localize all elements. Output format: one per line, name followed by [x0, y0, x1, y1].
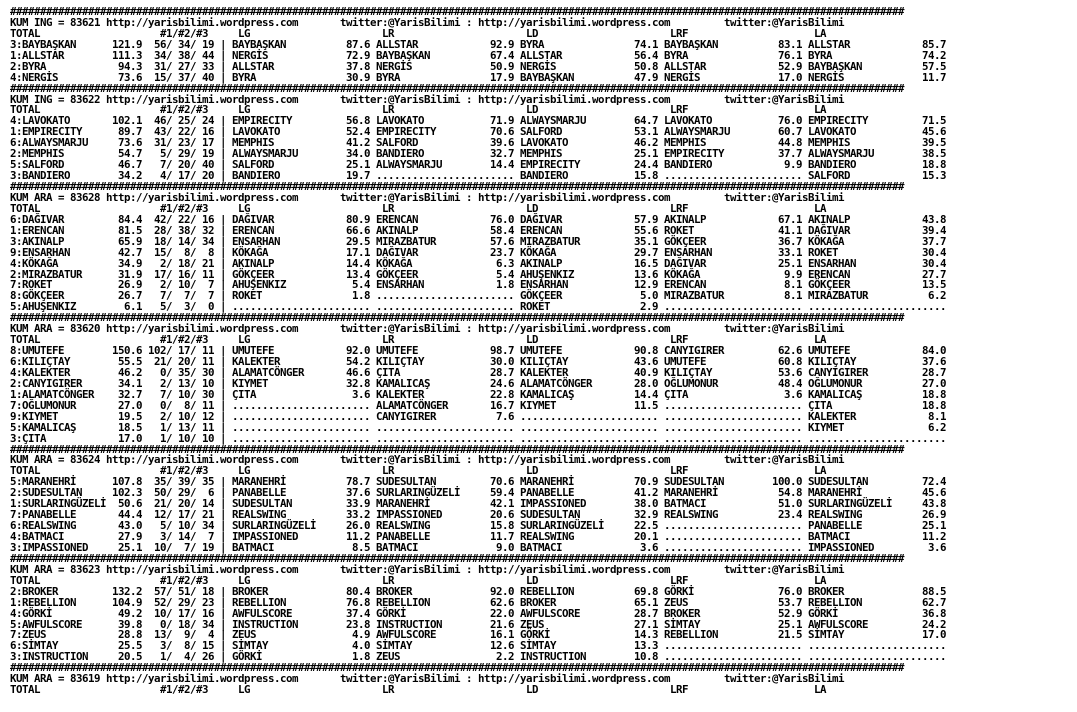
column-header-line: TOTAL #1/#2/#3 LG LR LD LRF LA	[10, 683, 827, 697]
race-header-line: KUM ING = 83621 http://yarisbilimi.wordpress.com twitter:@YarisBilimi : http://yarisbilimi.wordpress.com twitter:@YarisBilimi	[10, 15, 845, 29]
data-row: 2:MEMPHIS 54.7 5/ 29/ 19 | ALWAYSMARJU 34.0 BANDIERO 32.7 MEMPHIS 25.1 EMPIRECITY 37.7 ALWAYSMARJU 38.5	[10, 147, 947, 161]
data-row: 1:ERENCAN 81.5 28/ 38/ 32 | ERENCAN 66.6 AKINALP 58.4 ERENCAN 55.6 ROKET 41.1 DAĞIVAR 39.4	[10, 223, 947, 237]
data-row: 9:ENSARHAN 42.7 15/ 8/ 8 | KÖKAĞA 17.1 DAĞIVAR 23.7 KÖKAĞA 29.7 ENSARHAN 33.1 ROKET 30.4	[10, 245, 947, 259]
data-row: 4:LAVOKATO 102.1 46/ 25/ 24 | EMPIRECITY 56.8 LAVOKATO 71.9 ALWAYSMARJU 64.7 LAVOKATO 76.0 EMPIRECITY 71.5	[10, 114, 947, 128]
data-row: 2:MIRAZBATUR 31.9 17/ 16/ 11 | GÖKÇEER 13.4 GÖKÇEER 5.4 AHUŞENKIZ 13.6 KÖKAĞA 9.9 ERENCAN 27.7	[10, 267, 947, 281]
data-row: 2:BYRA 94.3 31/ 27/ 33 | ALLSTAR 37.8 NERGİS 50.9 NERGİS 50.8 ALLSTAR 52.9 BAYBAŞKAN 57.5	[10, 59, 947, 73]
data-row: 2:BROKER 132.2 57/ 51/ 18 | BROKER 80.4 BROKER 92.0 REBELLION 69.8 GÖRKİ 76.0 BROKER 88.5	[10, 584, 947, 598]
data-row: 4:GÖRKİ 49.2 10/ 17/ 16 | AWFULSCORE 37.4 GÖRKİ 22.0 AWFULSCORE 28.7 BROKER 52.9 GÖRKİ 36.8	[10, 606, 947, 620]
column-header-line: TOTAL #1/#2/#3 LG LR LD LRF LA	[10, 103, 827, 117]
race-header-line: KUM ARA = 83623 http://yarisbilimi.wordpress.com twitter:@YarisBilimi : http://yarisbilimi.wordpress.com twitter:@YarisBilimi	[10, 562, 845, 576]
data-row: 5:KAMALICAŞ 18.5 1/ 13/ 11 | ....................... ....................... ....................... ....................... KIYMET 6.2	[10, 420, 947, 434]
data-row: 3:IMPASSIONED 25.1 10/ 7/ 19 | BATMACI 8.5 BATMACI 9.0 BATMACI 3.6 ....................... IMPASSIONED 3.6	[10, 540, 947, 554]
data-row: 6:ALWAYSMARJU 73.6 31/ 23/ 17 | MEMPHIS 41.2 SALFORD 39.6 LAVOKATO 46.2 MEMPHIS 44.8 MEMPHIS 39.5	[10, 136, 947, 150]
data-row: 3:ÇITA 17.0 1/ 10/ 10 | ....................... ....................... ....................... ....................... .......................	[10, 431, 947, 445]
data-row: 9:KIYMET 19.5 2/ 10/ 12 | ....................... CANYIGIRER 7.6 ....................... ....................... KALEKTER 8.1	[10, 409, 947, 423]
column-header-line: TOTAL #1/#2/#3 LG LR LD LRF LA	[10, 464, 827, 478]
separator-line: #####################################################################################################################################################	[10, 81, 905, 95]
data-row: 2:CANYIGIRER 34.1 2/ 13/ 10 | KIYMET 32.8 KAMALICAŞ 24.6 ALAMATCÖNGER 28.0 OĞLUMONUR 48.4 OĞLUMONUR 27.0	[10, 376, 947, 390]
data-row: 7:ROKET 26.9 2/ 10/ 7 | AHUŞENKIZ 5.4 ENSARHAN 1.8 ENSARHAN 12.9 ERENCAN 8.1 GÖKÇEER 13.5	[10, 278, 947, 292]
column-header-line: TOTAL #1/#2/#3 LG LR LD LRF LA	[10, 201, 827, 215]
data-row: 6:SİMTAY 25.5 3/ 8/ 15 | SİMTAY 4.0 SİMTAY 12.6 SİMTAY 13.3 ....................... .......................	[10, 639, 947, 653]
data-row: 6:DAĞIVAR 84.4 42/ 22/ 16 | DAĞIVAR 80.9 ERENCAN 76.0 DAĞIVAR 57.9 AKINALP 67.1 AKINALP 43.8	[10, 212, 947, 226]
data-row: 4:KÖKAĞA 34.9 2/ 18/ 21 | AKINALP 14.4 KÖKAĞA 6.3 AKINALP 16.5 DAĞIVAR 25.1 ENSARHAN 30.4	[10, 256, 947, 270]
data-row: 4:BATMACI 27.9 3/ 14/ 7 | IMPASSIONED 11.2 PANABELLE 11.7 REALSWING 20.1 ....................... BATMACI 11.2	[10, 530, 947, 543]
data-row: 3:AKINALP 65.9 18/ 14/ 34 | ENSARHAN 29.5 MIRAZBATUR 57.6 MIRAZBATUR 35.1 GÖKÇEER 36.7 KÖKAĞA 37.7	[10, 234, 947, 248]
data-row: 8:GÖKÇEER 26.7 7/ 7/ 7 | ROKET 1.8 ....................... GÖKÇEER 5.0 MIRAZBATUR 8.1 MIRAZBATUR 6.2	[10, 289, 947, 303]
data-row: 3:BANDIERO 34.2 4/ 17/ 20 | BANDIERO 19.7 ....................... BANDIERO 15.8 ....................... SALFORD 15.3	[10, 169, 947, 183]
data-row: 6:KILIÇTAY 55.5 21/ 20/ 11 | KALEKTER 54.2 KILIÇTAY 30.0 KILIÇTAY 43.6 UMUTEFE 60.8 KILIÇTAY 37.6	[10, 355, 947, 368]
race-header-line: KUM ARA = 83619 http://yarisbilimi.wordpress.com twitter:@YarisBilimi : http://yarisbilimi.wordpress.com twitter:@YarisBilimi	[10, 672, 845, 686]
data-row: 5:AWFULSCORE 39.8 0/ 18/ 34 | INSTRUCTION 23.8 INSTRUCTION 21.6 ZEUS 27.1 SİMTAY 25.1 AWFULSCORE 24.2	[10, 617, 947, 631]
data-row: 7:ZEUS 28.8 13/ 9/ 4 | ZEUS 4.9 AWFULSCORE 16.1 GÖRKİ 14.3 REBELLION 21.5 SİMTAY 17.0	[10, 628, 947, 642]
column-header-line: TOTAL #1/#2/#3 LG LR LD LRF LA	[10, 26, 827, 40]
data-row: 7:PANABELLE 44.4 12/ 17/ 21 | REALSWING 33.2 IMPASSIONED 20.6 SUDESULTAN 32.9 REALSWING 23.4 REALSWING 26.9	[10, 508, 947, 522]
data-row: 7:OĞLUMONUR 27.0 0/ 8/ 11 | ....................... ALAMATCÖNGER 16.7 KIYMET 11.5 ....................... ÇITA 18.8	[10, 398, 947, 412]
data-row: 1:ALAMATCÖNGER 32.7 7/ 10/ 30 | ÇITA 3.6 KALEKTER 22.8 KAMALICAŞ 14.4 ÇITA 3.6 KAMALICAŞ 18.8	[10, 387, 947, 401]
data-row: 1:EMPIRECITY 89.7 43/ 22/ 16 | LAVOKATO 52.4 EMPIRECITY 70.6 SALFORD 53.1 ALWAYSMARJU 60.7 LAVOKATO 45.6	[10, 125, 947, 139]
race-header-line: KUM ING = 83622 http://yarisbilimi.wordpress.com twitter:@YarisBilimi : http://yarisbilimi.wordpress.com twitter:@YarisBilimi	[10, 92, 845, 106]
separator-line: #####################################################################################################################################################	[10, 551, 905, 565]
column-header-line: TOTAL #1/#2/#3 LG LR LD LRF LA	[10, 573, 827, 587]
data-row: 5:AHUŞENKIZ 6.1 5/ 3/ 0 | ....................... ....................... ROKET 2.9 ....................... .......................	[10, 300, 947, 314]
data-row: 1:SURLARINGÜZELİ 50.6 21/ 20/ 14 | SUDESULTAN 33.9 MARANEHRİ 42.1 IMPASSIONED 38.0 BATMACI 51.0 SURLARINGÜZELİ 43.8	[10, 497, 947, 511]
data-row: 5:SALFORD 46.7 7/ 20/ 40 | SALFORD 25.1 ALWAYSMARJU 14.4 EMPIRECITY 24.4 BANDIERO 9.9 BANDIERO 18.8	[10, 158, 947, 172]
separator-line: #####################################################################################################################################################	[10, 661, 905, 675]
data-row: 2:SUDESULTAN 102.3 50/ 29/ 6 | PANABELLE 37.6 SURLARINGÜZELİ 59.4 PANABELLE 41.2 MARANEHRİ 54.8 MARANEHRİ 45.6	[10, 486, 947, 500]
data-row: 1:REBELLION 104.9 52/ 29/ 23 | REBELLION 76.8 REBELLION 62.6 BROKER 65.1 ZEUS 53.7 REBELLION 62.7	[10, 595, 947, 609]
data-row: 1:ALLSTAR 111.3 34/ 38/ 44 | NERGİS 72.9 BAYBAŞKAN 67.4 ALLSTAR 56.4 BYRA 76.1 BYRA 74.2	[10, 48, 947, 62]
data-row: 4:KALEKTER 46.2 0/ 35/ 30 | ALAMATCÖNGER 46.6 ÇITA 28.7 KALEKTER 40.9 KILIÇTAY 53.6 CANYIGIRER 28.7	[10, 365, 947, 379]
separator-line: #####################################################################################################################################################	[10, 311, 905, 325]
data-row: 3:BAYBAŞKAN 121.9 56/ 34/ 19 | BAYBAŞKAN 87.6 ALLSTAR 92.9 BYRA 74.1 BAYBAŞKAN 83.1 ALLSTAR 85.7	[10, 37, 947, 51]
race-header-line: KUM ARA = 83620 http://yarisbilimi.wordpress.com twitter:@YarisBilimi : http://yarisbilimi.wordpress.com twitter:@YarisBilimi	[10, 322, 845, 336]
separator-line: #####################################################################################################################################################	[10, 180, 905, 193]
race-header-line: KUM ARA = 83624 http://yarisbilimi.wordpress.com twitter:@YarisBilimi : http://yarisbilimi.wordpress.com twitter:@YarisBilimi	[10, 453, 845, 467]
data-row: 3:INSTRUCTION 20.5 1/ 4/ 26 | GÖRKİ 1.8 ZEUS 2.2 INSTRUCTION 10.8 ....................... .......................	[10, 650, 947, 664]
separator-line: #####################################################################################################################################################	[10, 5, 905, 18]
data-row: 8:UMUTEFE 150.6 102/ 17/ 11 | UMUTEFE 92.0 UMUTEFE 98.7 UMUTEFE 90.8 CANYIGIRER 62.6 UMUTEFE 84.0	[10, 344, 947, 358]
race-header-line: KUM ARA = 83628 http://yarisbilimi.wordpress.com twitter:@YarisBilimi : http://yarisbilimi.wordpress.com twitter:@YarisBilimi	[10, 190, 845, 204]
column-header-line: TOTAL #1/#2/#3 LG LR LD LRF LA	[10, 333, 827, 347]
data-row: 5:MARANEHRİ 107.8 35/ 39/ 35 | MARANEHRİ 78.7 SUDESULTAN 70.6 MARANEHRİ 70.9 SUDESULTAN 100.0 SUDESULTAN 72.4	[10, 475, 947, 489]
data-row: 6:REALSWING 43.0 5/ 10/ 34 | SURLARINGÜZELİ 26.0 REALSWING 15.8 SURLARINGÜZELİ 22.5 ....................... PANABELLE 25.1	[10, 519, 947, 533]
separator-line: #####################################################################################################################################################	[10, 442, 905, 456]
data-row: 4:NERGİS 73.6 15/ 37/ 40 | BYRA 30.9 BYRA 17.9 BAYBAŞKAN 47.9 NERGİS 17.0 NERGİS 11.7	[10, 70, 947, 84]
